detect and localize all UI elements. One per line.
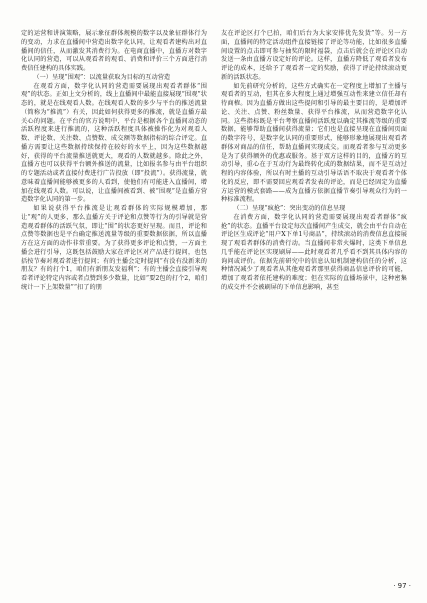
section-heading-1: （一）呈现“围观”：以流量获取为目标的互动营造 bbox=[33, 73, 171, 81]
left-paragraph-1: 定的运营和讲演策略，展示象征群体规模的数字以及象征群体行为的变动，力求在直播间中营造出数字化认同，让观看者建构出对直播间的信任，从而激发其消费行为。在电商直播中，直播方对数字化认同的营造，可以从观看者的观看、消费和评价三个方面进行消费信任建构的具体实践。 bbox=[21, 30, 207, 72]
page-number: · 97 · bbox=[393, 582, 411, 590]
right-column bbox=[221, 30, 407, 293]
section-heading-2: （二）呈现“疯抢”：突出变动的信息呈现 bbox=[233, 205, 346, 212]
left-column bbox=[21, 30, 207, 293]
right-paragraph-2: 如先前研究分析的，这些方式确实在一定程度上增加了主播与观看者的互动，但其在多大程度上通过增强互动性来建立信任却有待商榷。因为直播方做出这些提问和引导的最主要目的，是增加评论、关注、点赞、粉丝数量、获得平台推流，从而营造数字化认同。这些指标既是平台考察直播间活跃度以确定其推流等级的重要数据，能够帮助直播间获得流量；它们也是直接呈现在直播间页面的数字符号，是数字化认同的重要形式，能够形象地展现出观看者群体对商品的信任，帮助直播间实现成交。而观看者参与互动更多是为了获得额外的优惠或服务。基于双方这样的目的，直播方的互动引导，重心在于互动行为最终转化成的数据结果，而不是互动过程的内容体验，所以有时主播的互动引导话语不取决于观看者个体化的反应，即不需要回应观看者发表的评论，而是已经固定为直播方运营的模式套路——成为直播方依据直播节奏引导观众行为的一种标准流程。 bbox=[221, 82, 407, 204]
right-paragraph-3: 在消费方面，数字化认同的营造需要展现出观看者群体“疯抢”的状态。直播平台设定每次直播间产生成交，就会由平台自动在评论区生成评论“用户X下单1号商品”，持续滚动的消费信息直接展现了观看者群体的消费行动。当直播间非常火爆时，这类下单信息几乎能在评论区实现刷屏——此时观看者几乎看不到其具体内容的询问或评价。依据先前研究中的信息认知机制建构信任的分析，这种情况减少了观看者从其他观看者那里获得商品信息评价的可能，增加了观看者依托建构的难度；但在实际的直播场景中，这种密集的成交并不会被刷屏的下单信息影响，甚至 bbox=[221, 213, 407, 291]
left-paragraph-3: 如果说获得平台推流是让观看群体的实际规模增加，那让“观”的人更多，那么直播方关于评论和点赞等行为的引导就是营造观看群体的活跃气氛，即让“围”的状态更好呈现。而且，评论和点赞等数据也是平台确定推送流量等级的重要数据依据，所以直播方在这方面的动作非常重要。为了获得更多评论和点赞，一方面主播会进行引导，这既包括鼓励大家在评论区对产品进行提问，也包括按节奏对观看者进行提问；有的主播会定时提问“有没有没新来的朋友？有的打个1，咱们有新朋友发福利”；有的主播会直接引导观看者评论特定内容或者点赞到多少数量，比如“要2包的打个2，咱们统计一下上架数量”“扣了的朋 bbox=[21, 205, 207, 291]
left-paragraph-2: 在观看方面，数字化认同的营造需要展现出观看者群体“围观”的状态。正如上文分析的，线上直播间中最能直接展现“围观”状态的，就是在线观看人数。在线观看人数的多少与平台的推送流量（简称为“推流”）有关，因此如何获得更多的推流，就是直播方最关心的问题。在平台的官方说明中，平台是根据各个直播间动态的活跃程度来进行推流的，这种活跃程度具体被操作化为对观看人数、评论数、关注数、点赞数、成交额等数据指标的综合评定。直播方需要让这些数据持续保持在较好的水平上，因为这些数据越好，获得的平台流量推送就更大，观看的人数就越多。除此之外，直播方也可以获得平台额外推送的流量，比如报名参与由平台组织的专题活动或者直接付费进行广告投放（即“投流”）。获得流量，就意味着直播间能够被更多的人看到，使他们有可能进入直播间，增加在线观看人数。可以说，让直播间被看到、被“围观”是直播方营造数字化认同的第一步。 bbox=[21, 82, 207, 204]
right-paragraph-1: 友在评论区打个已拍，咱们后台为大家安排优先发货”等。另一方面，直播间的特定活动组件直接链接了评论等功能，比如很多直播间设置的点击即可参与抽奖的限时福袋，点击后就会在评论区自动发送一条由直播方设定好的评论。这样，直播方降低了观看者发布评论的成本，还给予了观看者一定的奖励，获得了评论持续滚动更新的活跃状态。 bbox=[221, 30, 407, 81]
